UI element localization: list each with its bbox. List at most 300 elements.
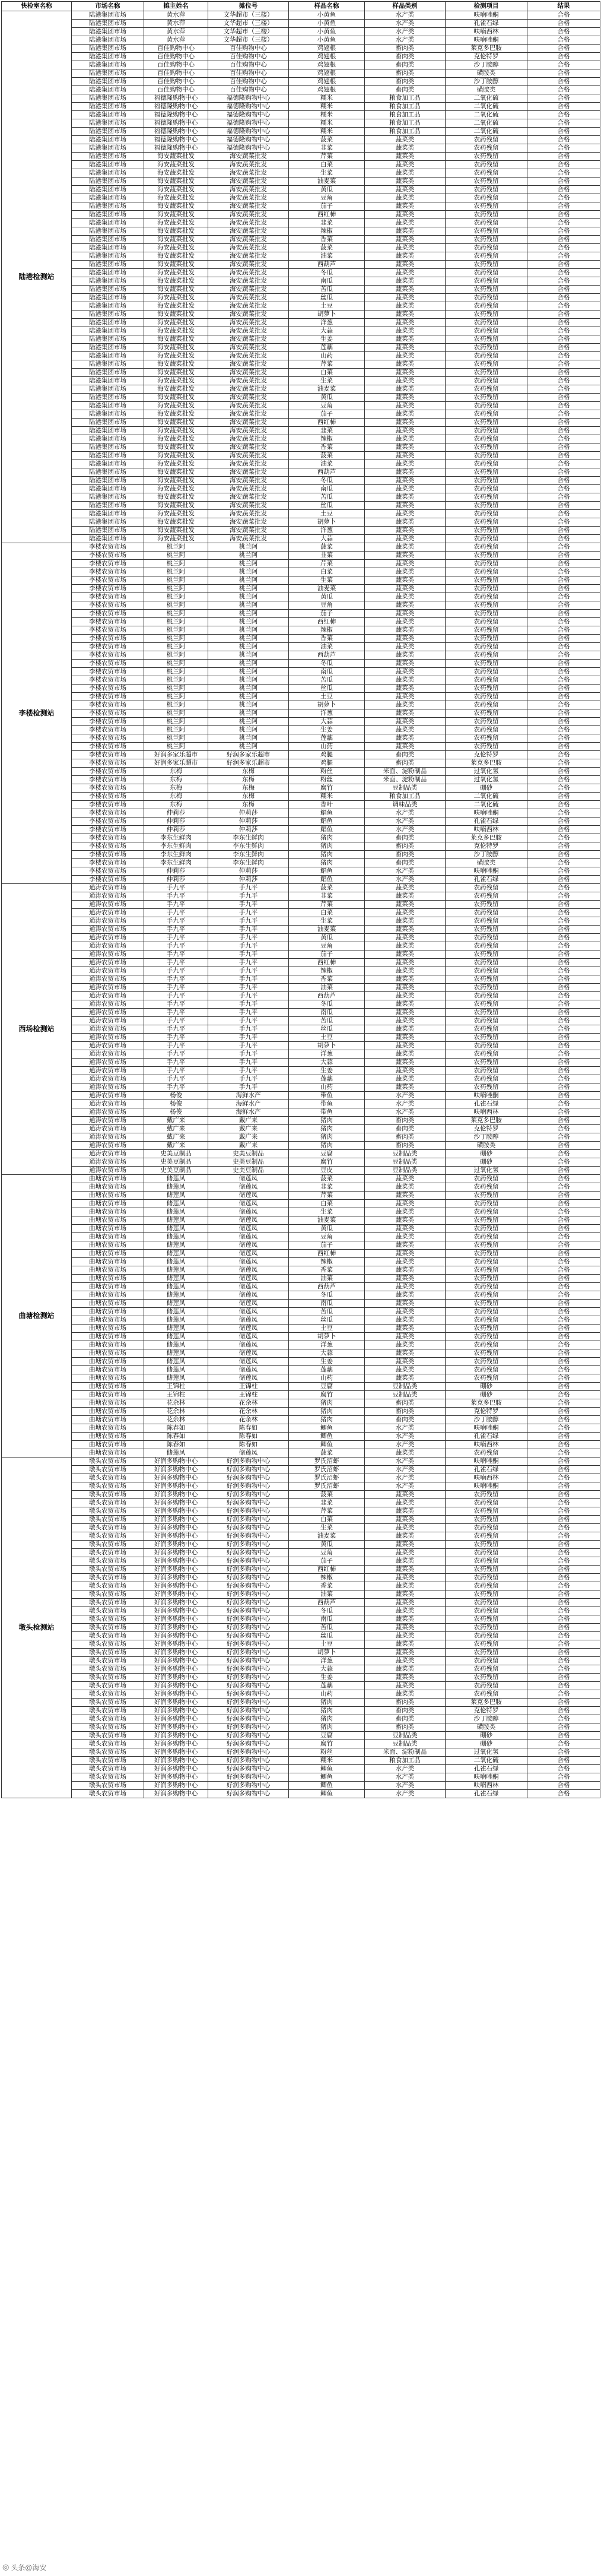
sample-cell: 丝瓜 bbox=[289, 1025, 365, 1034]
test-item-cell: 孔雀石绿 bbox=[446, 818, 527, 826]
table-row bbox=[2, 1291, 600, 1300]
sample-cell: 腐竹 bbox=[289, 784, 365, 793]
category-cell: 蔬菜类 bbox=[365, 1241, 446, 1250]
sample-cell: 韭菜 bbox=[289, 427, 365, 435]
test-item-cell: 呋喃唑酮 bbox=[446, 1457, 527, 1466]
test-item-cell: 农药残留 bbox=[446, 335, 527, 344]
vendor-cell: 海安蔬菜批发 bbox=[144, 202, 208, 211]
market-cell: 墩头农贸市场 bbox=[72, 1748, 144, 1757]
market-cell: 李楼农贸市场 bbox=[72, 709, 144, 718]
market-cell: 李楼农贸市场 bbox=[72, 568, 144, 576]
stall-cell: 好润多购物中心 bbox=[208, 1757, 289, 1765]
vendor-cell: 储莲凤 bbox=[144, 1266, 208, 1275]
result-cell: 合格 bbox=[527, 128, 600, 136]
vendor-cell: 桃兰阿 bbox=[144, 734, 208, 743]
vendor-cell: 海安蔬菜批发 bbox=[144, 252, 208, 261]
result-cell: 合格 bbox=[527, 784, 600, 793]
market-cell: 李楼农贸市场 bbox=[72, 718, 144, 726]
category-cell: 蔬菜类 bbox=[365, 485, 446, 493]
market-cell: 墩头农贸市场 bbox=[72, 1757, 144, 1765]
sample-cell: 山药 bbox=[289, 1690, 365, 1699]
sample-cell: 香菜 bbox=[289, 1266, 365, 1275]
category-cell: 水产类 bbox=[365, 809, 446, 818]
market-cell: 曲塘农贸市场 bbox=[72, 1241, 144, 1250]
category-cell: 蔬菜类 bbox=[365, 1059, 446, 1067]
test-item-cell: 农药残留 bbox=[446, 502, 527, 510]
market-cell: 李楼农贸市场 bbox=[72, 693, 144, 701]
result-cell: 合格 bbox=[527, 1399, 600, 1408]
vendor-cell: 海安蔬菜批发 bbox=[144, 518, 208, 527]
table-row bbox=[2, 261, 600, 269]
category-cell: 蔬菜类 bbox=[365, 734, 446, 743]
table-row bbox=[2, 743, 600, 751]
category-cell: 蔬菜类 bbox=[365, 385, 446, 394]
table-row bbox=[2, 1532, 600, 1541]
vendor-cell: 手九平 bbox=[144, 1042, 208, 1050]
test-item-cell: 农药残留 bbox=[446, 1532, 527, 1541]
stall-cell: 花余林 bbox=[208, 1416, 289, 1424]
vendor-cell: 戴广来 bbox=[144, 1142, 208, 1150]
sample-cell: 腐竹 bbox=[289, 1158, 365, 1167]
test-item-cell: 农药残留 bbox=[446, 1216, 527, 1225]
result-cell: 合格 bbox=[527, 86, 600, 94]
category-cell: 豆制品类 bbox=[365, 1391, 446, 1399]
test-item-cell: 农药残留 bbox=[446, 1083, 527, 1092]
result-cell: 合格 bbox=[527, 53, 600, 61]
vendor-cell: 好润多购物中心 bbox=[144, 1615, 208, 1624]
stall-cell: 海安蔬菜批发 bbox=[208, 535, 289, 543]
test-item-cell: 农药残留 bbox=[446, 967, 527, 975]
market-cell: 通涛农贸市场 bbox=[72, 884, 144, 892]
vendor-cell: 好润多购物中心 bbox=[144, 1532, 208, 1541]
table-row bbox=[2, 78, 600, 86]
sample-cell: 鲳鱼 bbox=[289, 826, 365, 834]
market-cell: 墩头农贸市场 bbox=[72, 1457, 144, 1466]
category-cell: 水产类 bbox=[365, 826, 446, 834]
sample-cell: 莲藕 bbox=[289, 1682, 365, 1690]
category-cell: 畜肉类 bbox=[365, 1142, 446, 1150]
market-cell: 陆港集团市场 bbox=[72, 394, 144, 402]
vendor-cell: 储莲凤 bbox=[144, 1300, 208, 1308]
test-item-cell: 过氧化氢 bbox=[446, 776, 527, 784]
market-cell: 李楼农贸市场 bbox=[72, 809, 144, 818]
test-item-cell: 农药残留 bbox=[446, 693, 527, 701]
result-cell: 合格 bbox=[527, 1275, 600, 1283]
stall-cell: 福德隆购物中心 bbox=[208, 136, 289, 144]
table-row bbox=[2, 1017, 600, 1025]
market-cell: 李楼农贸市场 bbox=[72, 676, 144, 685]
test-item-cell: 克伦特罗 bbox=[446, 1707, 527, 1715]
test-item-cell: 农药残留 bbox=[446, 618, 527, 626]
test-item-cell: 农药残留 bbox=[446, 1358, 527, 1366]
table-row bbox=[2, 1142, 600, 1150]
table-row bbox=[2, 1699, 600, 1707]
test-item-cell: 农药残留 bbox=[446, 227, 527, 236]
sample-cell: 苦瓜 bbox=[289, 286, 365, 294]
vendor-cell: 手九平 bbox=[144, 1075, 208, 1083]
test-item-cell: 农药残留 bbox=[446, 1341, 527, 1349]
market-cell: 李楼农贸市场 bbox=[72, 610, 144, 618]
stall-cell: 海安蔬菜批发 bbox=[208, 527, 289, 535]
result-cell: 合格 bbox=[527, 211, 600, 219]
sample-cell: 鲳鱼 bbox=[289, 867, 365, 876]
test-item-cell: 孔雀石绿 bbox=[446, 20, 527, 28]
header-market: 市场名称 bbox=[72, 2, 144, 11]
test-item-cell: 农药残留 bbox=[446, 1449, 527, 1457]
table-row bbox=[2, 1748, 600, 1757]
sample-cell: 胡萝卜 bbox=[289, 1333, 365, 1341]
vendor-cell: 桃兰阿 bbox=[144, 660, 208, 668]
result-cell: 合格 bbox=[527, 1740, 600, 1748]
market-cell: 墩头农贸市场 bbox=[72, 1657, 144, 1665]
vendor-cell: 海安蔬菜批发 bbox=[144, 527, 208, 535]
stall-cell: 储莲凤 bbox=[208, 1341, 289, 1349]
category-cell: 蔬菜类 bbox=[365, 1549, 446, 1557]
sample-cell: 西葫芦 bbox=[289, 992, 365, 1000]
test-item-cell: 呋喃唑酮 bbox=[446, 809, 527, 818]
result-cell: 合格 bbox=[527, 1092, 600, 1100]
table-row bbox=[2, 1325, 600, 1333]
stall-cell: 手九平 bbox=[208, 1009, 289, 1017]
category-cell: 水产类 bbox=[365, 28, 446, 36]
table-row bbox=[2, 28, 600, 36]
vendor-cell: 好润多购物中心 bbox=[144, 1657, 208, 1665]
stall-cell: 花余林 bbox=[208, 1408, 289, 1416]
vendor-cell: 海安蔬菜批发 bbox=[144, 335, 208, 344]
vendor-cell: 海安蔬菜批发 bbox=[144, 419, 208, 427]
category-cell: 蔬菜类 bbox=[365, 419, 446, 427]
market-cell: 陆港集团市场 bbox=[72, 535, 144, 543]
test-item-cell: 农药残留 bbox=[446, 1175, 527, 1183]
sample-cell: 生姜 bbox=[289, 1067, 365, 1075]
vendor-cell: 储莲凤 bbox=[144, 1175, 208, 1183]
result-cell: 合格 bbox=[527, 510, 600, 518]
category-cell: 蔬菜类 bbox=[365, 909, 446, 917]
sample-cell: 腐竹 bbox=[289, 1391, 365, 1399]
result-cell: 合格 bbox=[527, 1757, 600, 1765]
test-item-cell: 农药残留 bbox=[446, 518, 527, 527]
sample-cell: 菠菜 bbox=[289, 1175, 365, 1183]
table-row bbox=[2, 826, 600, 834]
test-item-cell: 农药残留 bbox=[446, 984, 527, 992]
sample-cell: 粉丝 bbox=[289, 768, 365, 776]
stall-cell: 储莲凤 bbox=[208, 1200, 289, 1208]
result-cell: 合格 bbox=[527, 1300, 600, 1308]
watermark-text: 头条@海安 bbox=[11, 2564, 47, 2572]
result-cell: 合格 bbox=[527, 1291, 600, 1300]
test-item-cell: 农药残留 bbox=[446, 1657, 527, 1665]
test-item-cell: 孔雀石绿 bbox=[446, 1790, 527, 1798]
table-row bbox=[2, 685, 600, 693]
test-item-cell: 农药残留 bbox=[446, 1590, 527, 1599]
stall-cell: 手九平 bbox=[208, 884, 289, 892]
result-cell: 合格 bbox=[527, 543, 600, 552]
category-cell: 蔬菜类 bbox=[365, 169, 446, 178]
test-item-cell: 农药残留 bbox=[446, 327, 527, 335]
result-cell: 合格 bbox=[527, 618, 600, 626]
test-item-cell: 农药残留 bbox=[446, 252, 527, 261]
test-item-cell: 农药残留 bbox=[446, 1574, 527, 1582]
table-row bbox=[2, 660, 600, 668]
table-row bbox=[2, 576, 600, 585]
market-cell: 墩头农贸市场 bbox=[72, 1690, 144, 1699]
sample-cell: 菠菜 bbox=[289, 1449, 365, 1457]
stall-cell: 储莲凤 bbox=[208, 1374, 289, 1383]
stall-cell: 仲莉莎 bbox=[208, 826, 289, 834]
test-item-cell: 呋喃唑酮 bbox=[446, 1092, 527, 1100]
sample-cell: 猪肉 bbox=[289, 834, 365, 842]
table-row bbox=[2, 842, 600, 851]
result-cell: 合格 bbox=[527, 593, 600, 601]
category-cell: 蔬菜类 bbox=[365, 660, 446, 668]
category-cell: 畜肉类 bbox=[365, 834, 446, 842]
category-cell: 蔬菜类 bbox=[365, 1291, 446, 1300]
test-item-cell: 农药残留 bbox=[446, 468, 527, 477]
market-cell: 曲塘农贸市场 bbox=[72, 1349, 144, 1358]
sample-cell: 油麦菜 bbox=[289, 585, 365, 593]
test-item-cell: 农药残留 bbox=[446, 1009, 527, 1017]
category-cell: 畜肉类 bbox=[365, 86, 446, 94]
table-row bbox=[2, 1258, 600, 1266]
test-item-cell: 农药残留 bbox=[446, 1366, 527, 1374]
vendor-cell: 海安蔬菜批发 bbox=[144, 319, 208, 327]
sample-cell: 辣椒 bbox=[289, 227, 365, 236]
category-cell: 蔬菜类 bbox=[365, 984, 446, 992]
vendor-cell: 桃兰阿 bbox=[144, 585, 208, 593]
table-row bbox=[2, 1158, 600, 1167]
stall-cell: 百佳购物中心 bbox=[208, 86, 289, 94]
result-cell: 合格 bbox=[527, 884, 600, 892]
test-item-cell: 二氧化硫 bbox=[446, 793, 527, 801]
vendor-cell: 李东生鲜肉 bbox=[144, 842, 208, 851]
table-row bbox=[2, 1408, 600, 1416]
stall-cell: 王锦柱 bbox=[208, 1383, 289, 1391]
market-cell: 陆港集团市场 bbox=[72, 510, 144, 518]
result-cell: 合格 bbox=[527, 502, 600, 510]
sample-cell: 生菜 bbox=[289, 1208, 365, 1216]
market-cell: 陆港集团市场 bbox=[72, 410, 144, 419]
vendor-cell: 海安蔬菜批发 bbox=[144, 468, 208, 477]
result-cell: 合格 bbox=[527, 527, 600, 535]
market-cell: 李楼农贸市场 bbox=[72, 851, 144, 859]
stall-cell: 桃兰阿 bbox=[208, 568, 289, 576]
table-row bbox=[2, 1216, 600, 1225]
market-cell: 陆港集团市场 bbox=[72, 485, 144, 493]
table-row bbox=[2, 1607, 600, 1615]
table-row bbox=[2, 1241, 600, 1250]
result-cell: 合格 bbox=[527, 1748, 600, 1757]
stall-cell: 桃兰阿 bbox=[208, 643, 289, 651]
vendor-cell: 好润多购物中心 bbox=[144, 1790, 208, 1798]
market-cell: 陆港集团市场 bbox=[72, 377, 144, 385]
vendor-cell: 海安蔬菜批发 bbox=[144, 244, 208, 252]
category-cell: 蔬菜类 bbox=[365, 535, 446, 543]
table-row bbox=[2, 1192, 600, 1200]
vendor-cell: 储莲凤 bbox=[144, 1208, 208, 1216]
category-cell: 蔬菜类 bbox=[365, 527, 446, 535]
sample-cell: 鲫鱼 bbox=[289, 1773, 365, 1782]
result-cell: 合格 bbox=[527, 934, 600, 942]
category-cell: 蔬菜类 bbox=[365, 261, 446, 269]
test-item-cell: 农药残留 bbox=[446, 477, 527, 485]
vendor-cell: 仲莉莎 bbox=[144, 818, 208, 826]
sample-cell: 韭菜 bbox=[289, 1183, 365, 1192]
test-item-cell: 呋喃唑酮 bbox=[446, 1424, 527, 1433]
table-row bbox=[2, 1183, 600, 1192]
table-row bbox=[2, 410, 600, 419]
result-cell: 合格 bbox=[527, 443, 600, 452]
sample-cell: 鸡翅根 bbox=[289, 86, 365, 94]
test-item-cell: 硼砂 bbox=[446, 1740, 527, 1748]
category-cell: 蔬菜类 bbox=[365, 1582, 446, 1590]
table-row bbox=[2, 1341, 600, 1349]
stall-cell: 好润多购物中心 bbox=[208, 1690, 289, 1699]
category-cell: 蔬菜类 bbox=[365, 460, 446, 468]
test-item-cell: 硼砂 bbox=[446, 1158, 527, 1167]
vendor-cell: 手九平 bbox=[144, 1025, 208, 1034]
stall-cell: 海安蔬菜批发 bbox=[208, 369, 289, 377]
result-cell: 合格 bbox=[527, 45, 600, 53]
category-cell: 蔬菜类 bbox=[365, 1682, 446, 1690]
category-cell: 蔬菜类 bbox=[365, 601, 446, 610]
result-cell: 合格 bbox=[527, 1100, 600, 1108]
category-cell: 蔬菜类 bbox=[365, 1541, 446, 1549]
result-cell: 合格 bbox=[527, 1773, 600, 1782]
sample-cell: 洋葱 bbox=[289, 1657, 365, 1665]
stall-cell: 手九平 bbox=[208, 992, 289, 1000]
category-cell: 蔬菜类 bbox=[365, 1366, 446, 1374]
market-cell: 通涛农贸市场 bbox=[72, 1009, 144, 1017]
category-cell: 蔬菜类 bbox=[365, 1566, 446, 1574]
category-cell: 蔬菜类 bbox=[365, 1009, 446, 1017]
result-cell: 合格 bbox=[527, 668, 600, 676]
test-item-cell: 农药残留 bbox=[446, 1682, 527, 1690]
market-cell: 陆港集团市场 bbox=[72, 369, 144, 377]
result-cell: 合格 bbox=[527, 776, 600, 784]
stall-cell: 海安蔬菜批发 bbox=[208, 269, 289, 277]
sample-cell: 猪肉 bbox=[289, 1133, 365, 1142]
table-row bbox=[2, 593, 600, 601]
result-cell: 合格 bbox=[527, 768, 600, 776]
station-name-cell: 西场检测站 bbox=[2, 884, 72, 1175]
vendor-cell: 好润多购物中心 bbox=[144, 1707, 208, 1715]
market-cell: 曲塘农贸市场 bbox=[72, 1283, 144, 1291]
category-cell: 蔬菜类 bbox=[365, 1640, 446, 1649]
category-cell: 蔬菜类 bbox=[365, 178, 446, 186]
category-cell: 粮食加工品 bbox=[365, 103, 446, 111]
market-cell: 通涛农贸市场 bbox=[72, 892, 144, 901]
test-item-cell: 硼砂 bbox=[446, 1150, 527, 1158]
vendor-cell: 桃兰阿 bbox=[144, 651, 208, 660]
market-cell: 墩头农贸市场 bbox=[72, 1516, 144, 1524]
vendor-cell: 储莲凤 bbox=[144, 1358, 208, 1366]
table-row bbox=[2, 1117, 600, 1125]
market-cell: 陆港集团市场 bbox=[72, 286, 144, 294]
test-item-cell: 农药残留 bbox=[446, 1507, 527, 1516]
vendor-cell: 黄水萍 bbox=[144, 11, 208, 20]
vendor-cell: 储莲凤 bbox=[144, 1192, 208, 1200]
market-cell: 通涛农贸市场 bbox=[72, 1133, 144, 1142]
stall-cell: 李东生鲜肉 bbox=[208, 842, 289, 851]
result-cell: 合格 bbox=[527, 1649, 600, 1657]
category-cell: 蔬菜类 bbox=[365, 211, 446, 219]
category-cell: 蔬菜类 bbox=[365, 1690, 446, 1699]
stall-cell: 桃兰阿 bbox=[208, 635, 289, 643]
vendor-cell: 福德隆购物中心 bbox=[144, 128, 208, 136]
result-cell: 合格 bbox=[527, 1034, 600, 1042]
stall-cell: 海安蔬菜批发 bbox=[208, 460, 289, 468]
stall-cell: 手九平 bbox=[208, 1067, 289, 1075]
stall-cell: 海安蔬菜批发 bbox=[208, 236, 289, 244]
table-row bbox=[2, 452, 600, 460]
market-cell: 墩头农贸市场 bbox=[72, 1491, 144, 1499]
category-cell: 蔬菜类 bbox=[365, 510, 446, 518]
market-cell: 墩头农贸市场 bbox=[72, 1590, 144, 1599]
vendor-cell: 储莲凤 bbox=[144, 1316, 208, 1325]
sample-cell: 西红柿 bbox=[289, 959, 365, 967]
vendor-cell: 好润多购物中心 bbox=[144, 1665, 208, 1674]
stall-cell: 桃兰阿 bbox=[208, 626, 289, 635]
vendor-cell: 杨俊 bbox=[144, 1108, 208, 1117]
sample-cell: 大蒜 bbox=[289, 535, 365, 543]
sample-cell: 油麦菜 bbox=[289, 1532, 365, 1541]
vendor-cell: 手九平 bbox=[144, 950, 208, 959]
market-cell: 曲塘农贸市场 bbox=[72, 1216, 144, 1225]
table-row bbox=[2, 585, 600, 593]
stall-cell: 海安蔬菜批发 bbox=[208, 443, 289, 452]
vendor-cell: 手九平 bbox=[144, 901, 208, 909]
category-cell: 蔬菜类 bbox=[365, 435, 446, 443]
test-item-cell: 农药残留 bbox=[446, 942, 527, 950]
market-cell: 李楼农贸市场 bbox=[72, 743, 144, 751]
vendor-cell: 海安蔬菜批发 bbox=[144, 477, 208, 485]
sample-cell: 茄子 bbox=[289, 950, 365, 959]
table-row bbox=[2, 876, 600, 884]
stall-cell: 桃兰阿 bbox=[208, 709, 289, 718]
result-cell: 合格 bbox=[527, 1133, 600, 1142]
stall-cell: 海安蔬菜批发 bbox=[208, 402, 289, 410]
stall-cell: 文华超市（三楼） bbox=[208, 28, 289, 36]
sample-cell: 胡萝卜 bbox=[289, 518, 365, 527]
vendor-cell: 海安蔬菜批发 bbox=[144, 277, 208, 286]
sample-cell: 菠菜 bbox=[289, 136, 365, 144]
test-item-cell: 农药残留 bbox=[446, 685, 527, 693]
stall-cell: 好润多购物中心 bbox=[208, 1715, 289, 1723]
sample-cell: 豆角 bbox=[289, 601, 365, 610]
category-cell: 粮食加工品 bbox=[365, 119, 446, 128]
table-row bbox=[2, 1466, 600, 1474]
result-cell: 合格 bbox=[527, 1665, 600, 1674]
stall-cell: 东梅 bbox=[208, 784, 289, 793]
vendor-cell: 海安蔬菜批发 bbox=[144, 227, 208, 236]
stall-cell: 海安蔬菜批发 bbox=[208, 319, 289, 327]
vendor-cell: 储莲凤 bbox=[144, 1341, 208, 1349]
result-cell: 合格 bbox=[527, 901, 600, 909]
sample-cell: 猪肉 bbox=[289, 1715, 365, 1723]
market-cell: 墩头农贸市场 bbox=[72, 1790, 144, 1798]
table-row bbox=[2, 668, 600, 676]
category-cell: 蔬菜类 bbox=[365, 668, 446, 676]
market-cell: 陆港集团市场 bbox=[72, 20, 144, 28]
category-cell: 蔬菜类 bbox=[365, 227, 446, 236]
table-row bbox=[2, 709, 600, 718]
vendor-cell: 黄水萍 bbox=[144, 20, 208, 28]
sample-cell: 韭菜 bbox=[289, 552, 365, 560]
test-item-cell: 农药残留 bbox=[446, 635, 527, 643]
stall-cell: 储莲凤 bbox=[208, 1283, 289, 1291]
market-cell: 曲塘农贸市场 bbox=[72, 1416, 144, 1424]
vendor-cell: 储莲凤 bbox=[144, 1275, 208, 1283]
